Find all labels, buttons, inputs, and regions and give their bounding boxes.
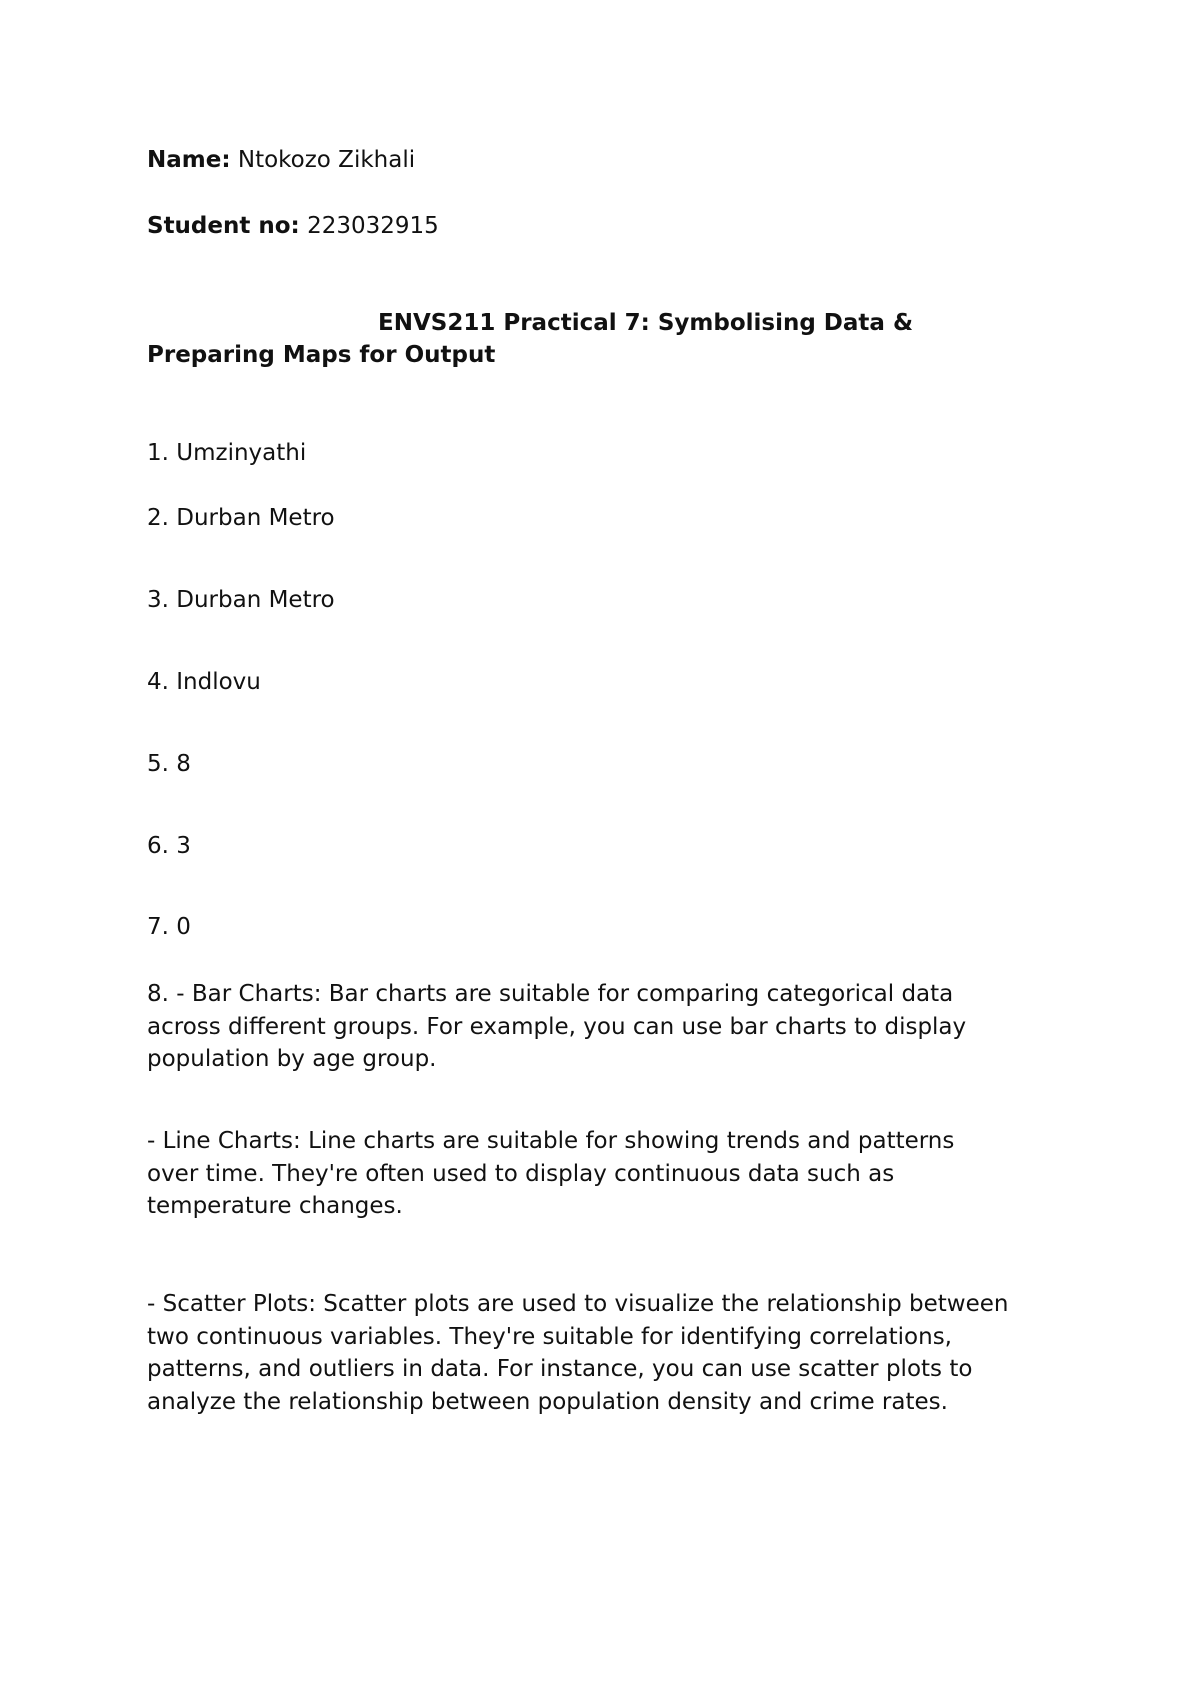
answer-4: 4. Indlovu	[147, 669, 261, 695]
student-row	[147, 210, 439, 242]
answer-8-line-line-3: temperature changes.	[147, 1193, 403, 1219]
answer-8-scatter-line-2: two continuous variables. They're suitable for identifying correlations,	[147, 1324, 952, 1350]
page-title-line-1: ENVS211 Practical 7: Symbolising Data &	[378, 310, 913, 336]
answer-8-scatter-line-3: patterns, and outliers in data. For instance, you can use scatter plots to	[147, 1356, 973, 1382]
name-row	[147, 144, 415, 176]
answer-7: 7. 0	[147, 914, 191, 940]
answer-8-scatter-line-4: analyze the relationship between population density and crime rates.	[147, 1389, 948, 1415]
answer-1: 1. Umzinyathi	[147, 440, 307, 466]
answer-8-bar-line-3: population by age group.	[147, 1046, 437, 1072]
answer-6: 6. 3	[147, 833, 191, 859]
answer-8-scatter-line-1: - Scatter Plots: Scatter plots are used to visualize the relationship between	[147, 1291, 1009, 1317]
answer-2: 2. Durban Metro	[147, 505, 335, 531]
answer-8-bar-line-1: 8. - Bar Charts: Bar charts are suitable for comparing categorical data	[147, 981, 954, 1007]
name-label: Name:	[147, 147, 231, 173]
answer-8-line-line-1: - Line Charts: Line charts are suitable for showing trends and patterns	[147, 1128, 955, 1154]
answer-8-line-line-2: over time. They're often used to display continuous data such as	[147, 1161, 895, 1187]
student-value: 223032915	[307, 213, 439, 239]
student-label: Student no:	[147, 213, 300, 239]
answer-3: 3. Durban Metro	[147, 587, 335, 613]
answer-5: 5. 8	[147, 751, 191, 777]
name-value: Ntokozo Zikhali	[237, 147, 416, 173]
page-title-line-2: Preparing Maps for Output	[147, 342, 496, 368]
answer-8-bar-line-2: across different groups. For example, you can use bar charts to display	[147, 1014, 967, 1040]
